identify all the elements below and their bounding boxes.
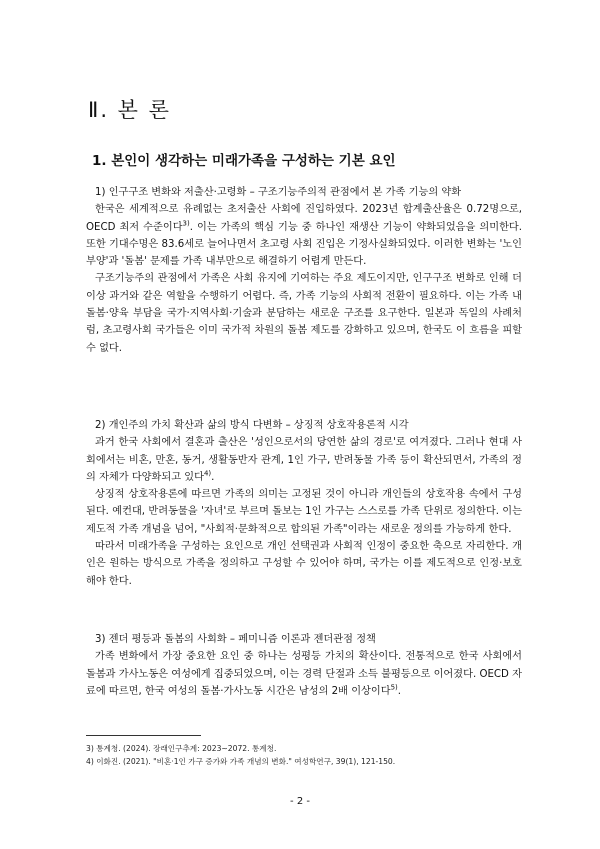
subsection-1 xyxy=(86,184,522,357)
subsection-1-paragraph-1 xyxy=(86,201,522,270)
footnote-divider xyxy=(86,735,201,736)
footnote-ref-4: 4) xyxy=(203,469,212,478)
text-span: 과거 한국 사회에서 결혼과 출산은 '성인으로서의 당연한 삶의 경로'로 여겨졌다. 그러나 현대 사회에서는 비혼, 만혼, 동거, 생활동반자 관계, 1인 가구, 반려동물 가족 등이 확산되면서, 가족의 정의 자체가 다양화되고 있다 xyxy=(86,437,522,483)
text-span: . xyxy=(211,471,215,483)
footnote-ref-3: 3) xyxy=(182,219,190,228)
subsection-3 xyxy=(86,631,522,700)
footnote-4: 4) 이화진. (2021). "비혼·1인 가구 증가와 가족 개념의 변화." 여성학연구, 39(1), 121-150. xyxy=(86,757,396,766)
subsection-2-heading: 2) 개인주의 가치 확산과 삶의 방식 다변화 – 상징적 상호작용론적 시각 xyxy=(95,420,409,431)
subsection-1-heading: 1) 인구구조 변화와 저출산·고령화 – 구조기능주의적 관점에서 본 가족 기능의 약화 xyxy=(95,187,462,198)
footnote-3: 3) 통계청. (2024). 장래인구추계: 2023~2072. 통계청. xyxy=(86,744,277,753)
section-title: 1. 본인이 생각하는 미래가족을 구성하는 기본 요인 xyxy=(92,153,396,169)
text-span: 가족 변화에서 가장 중요한 요인 중 하나는 성평등 가치의 확산이다. 전통적으로 한국 사회에서 돌봄과 가사노동은 여성에게 집중되었으며, 이는 경력 단절과 소득 불평등으로 이어졌다. OECD 자료에 따르면, 한국 여성의 돌봄·가사노동 시간은 남성의 2배 이상이다 xyxy=(86,651,522,697)
subsection-2-paragraph-2: 상징적 상호작용론에 따르면 가족의 의미는 고정된 것이 아니라 개인들의 상호작용 속에서 구성된다. 예컨대, 반려동물을 '자녀'로 부르며 돌보는 1인 가구는 스스로를 가족 단위로 정의한다. 이는 제도적 가족 개념을 넘어, "사회적·문화적으로 합의된 가족"이라는 새로운 정의를 가능하게 한다. xyxy=(86,489,522,535)
footnotes xyxy=(86,742,522,768)
subsection-2-paragraph-3: 따라서 미래가족을 구성하는 요인으로 개인 선택권과 사회적 인정이 중요한 축으로 자리한다. 개인은 원하는 방식으로 가족을 정의하고 구성할 수 있어야 하며, 국가는 이를 제도적으로 인정·보호해야 한다. xyxy=(86,541,522,587)
page-number: - 2 - xyxy=(290,796,310,807)
subsection-3-heading: 3) 젠더 평등과 돌봄의 사회화 – 페미니즘 이론과 젠더관점 정책 xyxy=(95,634,376,645)
text-span: . xyxy=(397,685,402,697)
footnote-ref-5: 5) xyxy=(390,683,398,692)
subsection-2-paragraph-1 xyxy=(86,434,522,486)
subsection-2 xyxy=(86,417,522,590)
text-span: 한국은 세계적으로 유례없는 초저출산 사회에 진입하였다. 2023년 합계출산율은 0.72명으로, OECD 최저 수준이다 xyxy=(86,204,522,233)
subsection-3-paragraph-1 xyxy=(86,648,522,700)
subsection-1-paragraph-2: 구조기능주의 관점에서 가족은 사회 유지에 기여하는 주요 제도이지만, 인구구조 변화로 인해 더 이상 과거와 같은 역할을 수행하기 어렵다. 즉, 가족 기능의 사회적 전환이 필요하다. 이는 가족 내 돌봄·양육 부담을 국가·지역사회·기술과 분담하는 새로운 구조를 요구한다. 일본과 독일의 사례처럼, 초고령사회 국가들은 이미 국가적 차원의 돌봄 제도를 강화하고 있으며, 한국도 이 흐름을 피할 수 없다. xyxy=(86,273,522,354)
chapter-title: Ⅱ. 본 론 xyxy=(88,98,171,122)
text-span: . 이는 가족의 핵심 기능 중 하나인 재생산 기능이 약화되었음을 의미한다. 또한 기대수명은 83.6세로 늘어나면서 초고령 사회 진입은 기정사실화되었다. 이러한 변화는 '노인 부양'과 '돌봄' 문제를 가족 내부만으로 해결하기 어렵게 만든다. xyxy=(86,221,523,268)
